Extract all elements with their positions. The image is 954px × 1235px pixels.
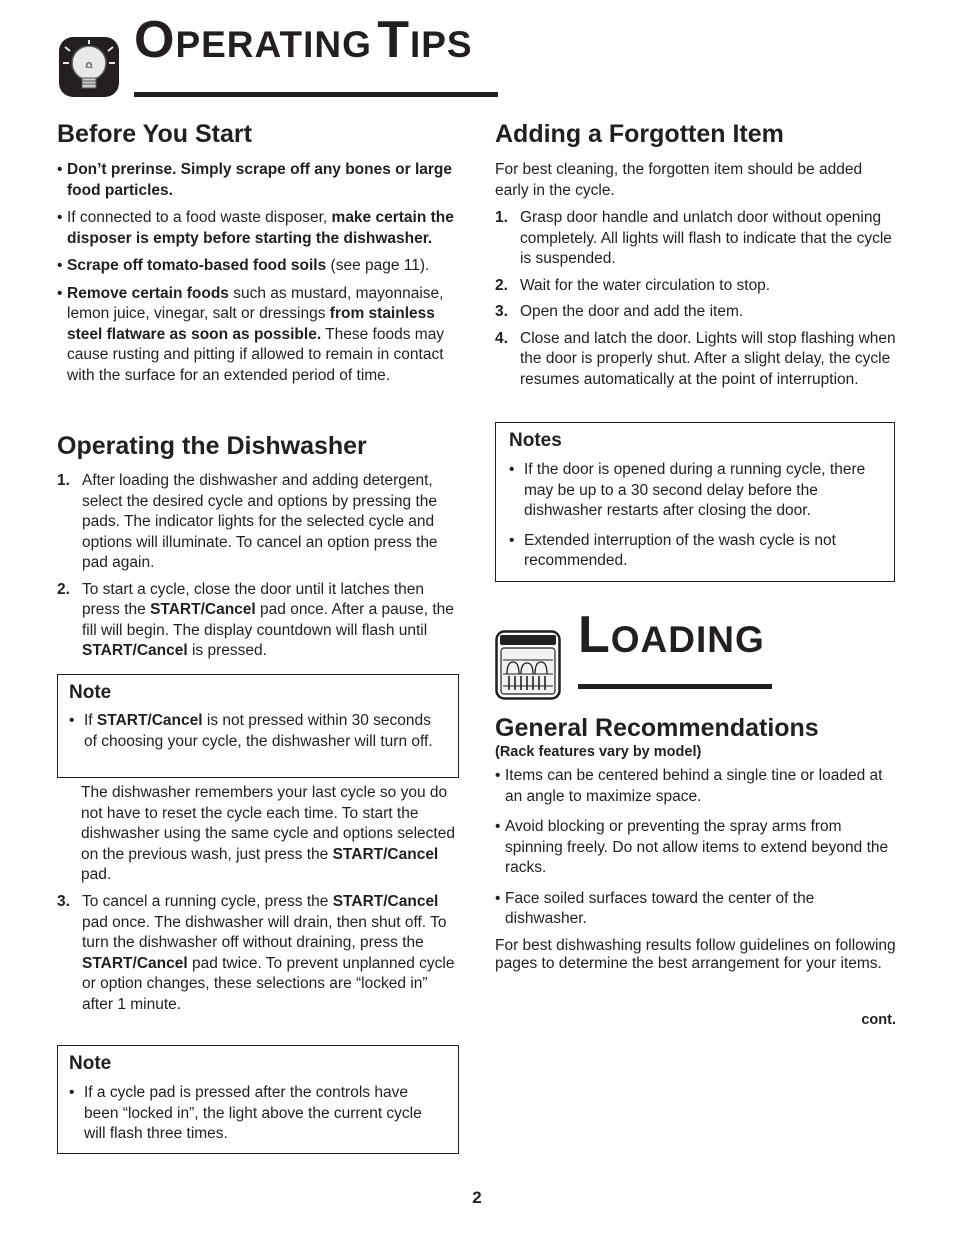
step-item [57, 892, 459, 1015]
list-item [495, 817, 897, 879]
step-item [57, 471, 459, 574]
note-text: If [84, 712, 97, 729]
step-text: Wait for the water circulation to stop. [520, 276, 771, 294]
title-underline [134, 92, 498, 97]
step-text: Open the door and add the item. [520, 303, 744, 320]
step-number: 2. [57, 580, 70, 598]
paragraph-text: The dishwasher remembers your last cycle so you do not have to reset the cycle each time. To start the dishwasher using the same cycle and options selected on the previous wash, just press the [81, 784, 455, 863]
item-text: If connected to a food waste disposer, [67, 209, 332, 226]
dish-rack-icon [495, 630, 561, 700]
page-number: 2 [472, 1188, 482, 1207]
note-box-1 [57, 674, 459, 778]
notes-box [495, 422, 895, 582]
paragraph-text: pad. [81, 866, 112, 883]
loading-title [578, 606, 765, 664]
item-text: such as mustard, mayonnaise, lemon juice, vinegar, salt or dressings [67, 284, 444, 322]
note-bold: START/Cancel [96, 712, 203, 729]
step-text: Grasp door handle and unlatch door without opening completely. All lights will flash to indicate that the cycle is suspended. [520, 209, 892, 267]
step-text: To start a cycle, close the door until it latches then press the [82, 580, 425, 618]
step-item [495, 329, 897, 391]
note-title: Note [69, 682, 112, 703]
note-box-2 [57, 1045, 459, 1154]
step-text: pad twice. To prevent unplanned cycle or option changes, these selections are “locked in” after 1 minute. [82, 954, 455, 1013]
item-text: These foods may cause rusting and pitting if allowed to remain in contact with the surface for an extended period of time. [67, 325, 445, 384]
step-number: 2. [495, 276, 508, 294]
item-text: Avoid blocking or preventing the spray arms from spinning freely. Do not allow items to extend beyond the racks. [505, 818, 889, 876]
general-subheading: (Rack features vary by model) [495, 744, 702, 760]
title-cap-l: L [578, 606, 611, 664]
forgotten-item-section [495, 119, 897, 396]
step-item [57, 580, 459, 662]
lightbulb-icon [57, 35, 121, 99]
title-rest-ips: IPS [409, 24, 473, 65]
list-item [495, 889, 897, 930]
page-title [134, 11, 473, 69]
notes-list [509, 460, 880, 572]
step-text: Close and latch the door. Lights will stop flashing when the door is properly shut. After a slight delay, the cycle resumes automatically at the point of interruption. [520, 329, 896, 388]
step-text: After loading the dishwasher and adding detergent, select the desired cycle and options by pressing the pads. The indicator lights for the selected cycle and options will illuminate. To cancel an option press the pad again. [82, 472, 438, 571]
item-bold: Remove certain foods [67, 284, 229, 302]
list-item [509, 531, 880, 572]
note-text: is not pressed within 30 seconds of choosing your cycle, the dishwasher will turn off. [84, 712, 433, 750]
step-item [495, 276, 897, 297]
list-item [57, 284, 459, 387]
item-bold: from stainless steel flatware as soon as possible. [67, 305, 435, 343]
list-item [509, 460, 880, 522]
title-cap-t: T [377, 11, 410, 69]
note-text: Extended interruption of the wash cycle is not recommended. [524, 531, 836, 569]
operating-step-3 [57, 892, 459, 1021]
after-note-paragraph [81, 783, 459, 886]
item-bold: Scrape off tomato-based food soils [67, 257, 327, 274]
step-number: 1. [57, 472, 70, 489]
note-list [69, 711, 446, 752]
step-bold: START/Cancel [332, 893, 439, 910]
loading-underline [578, 684, 772, 689]
notes-title: Notes [509, 430, 562, 451]
step-item [495, 208, 897, 270]
operating-steps [57, 471, 459, 662]
step-item [495, 302, 897, 323]
item-text: (see page 11). [326, 257, 430, 274]
step-number: 3. [495, 303, 508, 320]
step-bold: START/Cancel [150, 601, 256, 618]
note-text: If a cycle pad is pressed after the controls have been “locked in”, the light above the current cycle will flash three times. [84, 1084, 422, 1142]
forgotten-intro: For best cleaning, the forgotten item should be added early in the cycle. [495, 161, 863, 199]
forgotten-steps [495, 208, 897, 390]
continued-label: cont. [861, 1012, 896, 1028]
operating-section [57, 431, 459, 668]
title-rest-perating: PERATING [175, 24, 372, 65]
step-text: pad once. The dishwasher will drain, then shut off. To turn the dishwasher off without draining, press the [82, 913, 447, 951]
item-bold: Don’t prerinse. Simply scrape off any bones or large food particles. [67, 161, 453, 199]
operating-steps-cont [57, 892, 459, 1015]
list-item [57, 208, 459, 249]
step-text: To cancel a running cycle, press the [82, 893, 333, 910]
step-bold: START/Cancel [82, 642, 188, 659]
note-title: Note [69, 1053, 112, 1074]
list-item [69, 711, 446, 752]
forgotten-item-heading: Adding a Forgotten Item [495, 120, 784, 148]
before-you-start-heading: Before You Start [57, 120, 252, 148]
note-text: If the door is opened during a running cycle, there may be up to a 30 second delay before the dishwasher restarts after closing the door. [524, 461, 866, 519]
step-number: 4. [495, 329, 508, 347]
item-text: Face soiled surfaces toward the center of the dishwasher. [505, 889, 815, 927]
note-list [69, 1083, 446, 1145]
general-heading: General Recommendations [495, 714, 819, 742]
paragraph-bold: START/Cancel [332, 845, 439, 863]
item-text: Items can be centered behind a single tine or loaded at an angle to maximize space. [505, 767, 883, 805]
general-closing: For best dishwashing results follow guidelines on following pages to determine the best arrangement for your items. [495, 936, 896, 972]
list-item [495, 766, 897, 807]
list-item [57, 256, 459, 277]
before-you-start-section [57, 119, 459, 393]
item-bold: make certain the disposer is empty before starting the dishwasher. [67, 209, 454, 247]
general-list [495, 766, 897, 930]
list-item [57, 160, 459, 201]
title-rest-oading: OADING [610, 619, 765, 660]
title-cap-o: O [134, 11, 176, 69]
step-number: 1. [495, 209, 508, 226]
before-you-start-list [57, 160, 459, 386]
step-bold: START/Cancel [82, 954, 188, 972]
step-text: is pressed. [187, 642, 267, 659]
list-item [69, 1083, 446, 1145]
operating-heading: Operating the Dishwasher [57, 432, 367, 460]
general-recommendations-section [495, 713, 897, 974]
step-number: 3. [57, 893, 70, 910]
step-text: pad once. After a pause, the fill will begin. The display countdown will flash until [82, 601, 454, 639]
